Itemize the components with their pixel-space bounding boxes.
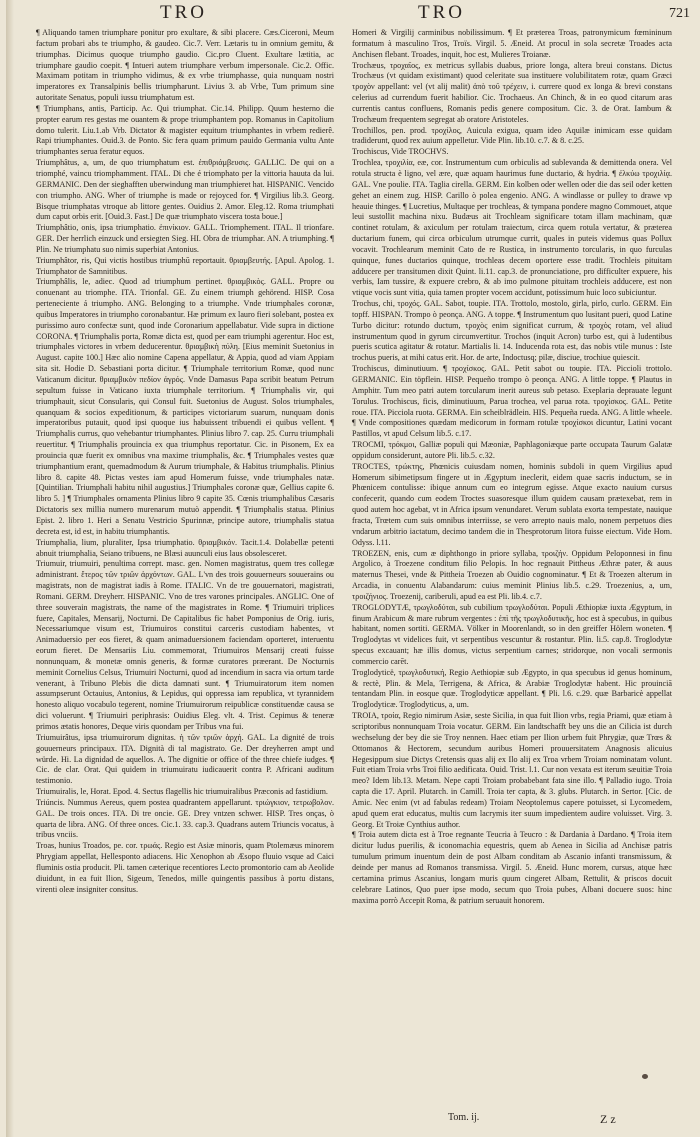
- page-number: 721: [669, 6, 690, 21]
- dictionary-entry: Triumphâlis, le, adiec. Quod ad triumphum pertinet. θριαμβικὸς. GALL. Propre ou conuenant au triomphe. ITA. Trionfal. GE. Zu einem triumph gehörend. HISP. Cosa perteneciente á triumpho. ANG. Belonging to a triumphe. Vnde triumphales coronæ, quibus Imperatores in triumpho coronabantur. Hæ primum ex lauro fieri solebant, postea ex purissimo auro confectæ sunt, quod inde Coronarium appellabatur. Vide supra in dictione CORONA. ¶ Triumphalis porta, Romæ dicta est, quod per eam triumphi agerentur. Hoc est, triumphales victores in vrbem deducerentur. θριαμβικὴ πύλη. [Eius meminit Suetonius in August. capite 100.] Hæc alio nomine Capena appellatur, & Appia, quod ad viam Appiam sita sit. Hodie D. Sebastiani porta dicitur. ¶ Triumphale territorium Romæ, quod nunc Vaticanum dicitur. θριαμβικὸν πεδίον ἀγρός. Vnde Damasus Papa scribit beatum Petrum sepultum fuisse in Vaticano iuxta triumphale territorium. ¶ Triumphalis vir, qui triumphauit, sicut Consularis, qui Consul fuit. Suetonius de August. Solos triumphales, quanquam & socios expeditionum, & participes victoriarum suarum, nunquam donis imperatoribus putauit, quod ipsi quoque ius habuissent tribuendi ei quibus vellent. ¶ Triumphalis currus, quo vehebantur triumphantes. Plinius libro 7. cap. 25. Curru triumphali reuertitur. ¶ Triumphalis prouincia ex qua triumphus reportatur. Cic. in Pisonem, Ex ea prouincia quæ fuerit ex omnibus vna maxime triumphalis, &c. ¶ Triumphales vestes quæ triumphantium erant, quemadmodum & Aurum triumphale, & Habitus triumphalis. Plinius libro 8. capite 48. Pictas vestes iam apud Homerum fuisse, vnde triumphales natæ. [Quintilian. Triumphali habitu nihil augustius.] Triumphales coronæ quæ, Gellius capite 6. libro 5. ] ¶ Triumphales ornamenta Plinius libro 9 capite 35. Cœnis triumphalibus Cæsaris Dictatoris sex millia numero murenarum mutuò appendit. ¶ Triumphalis statua. Plinius Epist. 2. libro 1. Heri a Senatu Vestricio Spurinnæ, principe autore, triumphalis statua decreta est, id est, in habitu triumphantis.: [36, 277, 334, 536]
- dictionary-entry: Trochæus, τροχαῖος, ex metricus syllabis duabus, priore longa, altera breui constans. Dictus Trochæus (vt quidam existimant) quod celeritate sua instituere volubilitatem rotæ, quam Græci τροχὸν appellant: vel (vt alij malit) ἀπὸ τοῦ τρέχειν, i. currere quod ex longa & brevi constans celerius ad currendum fuerit habilior. Cic. Trochaeus. An Chinch, & in eo quod citarum aras currentis cantus confluens, Romanis pedis genere compositum. Cic. 3. de Orat. Iambum & Trochæum frequentem segregat ab oratore Aristoteles.: [352, 60, 672, 124]
- volume-label: Tom. ij.: [448, 1112, 480, 1123]
- ink-blot: [642, 1074, 648, 1079]
- dictionary-entry: Triumuir, triumuiri, penultima corrept. masc. gen. Nomen magistratus, quem tres collegæ administrant. ἕτερος τῶν τριῶν ἀρχόντων. GAL. L'vn des trois gouuerneurs souuerains ou magistrats, non de magistrat iadis à Rome. ITALIC. Vn de tre gouuernatori, magistrati, Romani. GERM. Dreyherr. HISPANIC. Vno de tres varones principales. ANGLIC. One of three souverain magistrats, the name of the magistrates in Rome. ¶ Triumuiri triplices fuere, Capitales, Mensarij, Nocturni. De Capitalibus fic habet Pomponius de Orig. iuris, Necessariumque visum est, Triumuiros constitui carceris custodiam habentes, vt Animaduersio per eos fieret, & quam animaduersionem faciendam oporteret, interuentu eorum fieret. De Mensariis Liu. commemorat, Triumuiros Mensarij creati fuisse nonnunquam, & monetæ omnis generis, & formæ curatores præerant. De Nocturnis meminit Cornelius Celsus, Triumuiri Nocturni, quod ad incendium in sacra via ortum tarde venerant, à Tribuno Plebis die dicta damnati sunt. ¶ Triumuiratorum item nomen assumpserunt Octauius, Antonius, & Lepidus, qui oppressa iam republica, vt tyrannidem honesto aliquo vocabulo tegerent, nomine Triumuirorum reipublicæ constituendæ causa se dici voluerunt. ¶ Triumuiri periphrasis: Ouidius Eleg. vlt. 4. Trist. Cepimus & teneræ primos ætatis honores, Deque viris quondam per Tribus vna fui.: [36, 559, 334, 731]
- dictionary-entry: ¶ Aliquando tamen triumphare ponitur pro exultare, & sibi placere. Cæs.Ciceroni, Meum factum probari abs te triumpho, & gaudeo. Cic.7. Verr. Lætaris tu in omnium gemitu, & triumphas. Dicimus quoque triumpho gaudio. Cic.pro Cluent. Exultare lætitia, ac triumphare gaudio coepit. ¶ Intueri autem triumphare verbum impersonale. Cic.2. Offic. Maximam potitam in triumpho vidimus, & ex vrbe triumphasse, quia nunquam nostri imperatores ex Transalpinis bellis triumpharunt. Livius 3. ab Vrbe, Tum primum sine autoritate Senatus, populi iussu triumphatum est.: [36, 28, 334, 103]
- dictionary-entry: Triumphalia, lium, pluraliter, Ipsa triumphatio. θριαμβικόν. Tacit.1.4. Dolabellæ petenti abnuit triumphalia, Seiano tribuens, ne Blæsi auunculi eius laus obsolesceret.: [36, 537, 334, 558]
- dictionary-entry: Troas, hunius Troados, pe. cor. τρωάς. Regio est Asiæ minoris, quam Ptolemæus minorem Phrygiam appellat, Hellesponto adiacens. Hic Xenophon ab Æsopo fluuio vsque ad Caici fluminis ostia producit. Pli. tamen cæterique recentiores Lecto promontorio cam ab Aeolide diuidunt, in ea fuit Ilion, Sigeum, Tenedos, mille quingentis passibus à portu distans, virenti oleæ insigniter consitus.: [36, 841, 334, 894]
- running-head-right: TRO: [418, 2, 465, 23]
- page-edge-shadow: [6, 0, 14, 1137]
- dictionary-entry: Homeri & Virgilij carminibus nobilissimum. ¶ Et præterea Troas, patronymicum fœmininum formatum à masculino Tros, Troïs. Virgil. 5. Æneid. At procul in sola secretæ Troades acta Anchisen flebant. Troades, inquit, hoc est, Mulieres Troianæ.: [352, 28, 672, 59]
- dictionary-entry: Triumuirâtus, ipsa triumuirorum dignitas. ἡ τῶν τριῶν ἀρχή. GAL. La dignité de trois gouuerneurs principaux. ITA. Dignità di tal magistrato. Ge. Der dreyherren ampt und würde. Hi. La dignidad de aquellos. A. The dignitie or office of the three chiefe iudges. ¶ Cic. de clar. Orat. Qui quidem in triumuiratu iudicauerit contra P. Africani auditum testimonio.: [36, 732, 334, 786]
- dictionary-entry: Triúncis. Nummus Aereus, quem postea quadrantem appellarunt. τριώγκιον, τετρωβολον. GAL. De trois onces. ITA. Di tre oncie. GE. Drey vntzen schwer. HISP. Tres onças, ò quarta de libra. ANG. Of three onces. Cic.1. 33. cap.3. Quadrans autem Triuncis vocatus, à tribus vnciis.: [36, 797, 334, 840]
- dictionary-entry: TROCTES, τρώκτης, Phœnicis cuiusdam nomen, hominis subdoli in quem Virgilius apud Homerum sibimetipsum fingere ut in Ægyptum ineclerit, eidem quae sacris inductum, se in Phœnicem contulisse: ibique annum cum eo integrum egisse. Atque exacto nauium cursus confecerit, quando cum eodem Troctes suasoresque illum quidem causam prætexebat, rem in quod autem hoc agebat, vt in Africa ipsum venundaret. Verum sublata exorta tempestate, nauique fracta, Trœtem cum suis omnibus interriisse, se vero arrepto nauis malo, nonem perpetuos dies vndarum arbitrio iactatum, decimo tandem die in Thesprotorum litora fuisse eiectum. Vide Hom. Odyss. l.11.: [352, 461, 672, 547]
- dictionary-entry: Triumphâtio, onis, ipsa triumphatio. ἐπινίκιον. GALL. Triomphement. ITAL. Il trionfare. GER. Der herrlich einzuck und ersiegten Sieg. HI. Obra de triumphar. AN. A triumphing. ¶ Plin. Ne triumphatu suo nimis superbiat Antonius.: [36, 223, 334, 254]
- dictionary-entry: TROIA, τροία, Regio nimirum Asiæ, seste Sicilia, in qua fuit Ilion vrbs, regia Priami, quæ etiam à scriptoribus nonnunquam Troia vocatur. GERM. Ein landtschafft bey uns die an Cilicia ist durch wechselung der bey die sie Troy nennen. Haec etiam per Ilion urbem fuit Phrygiæ, quæ Trœs & Ottomanos & Hectorem, secundum auribus Homeri prouuersitatem Anagnosis alicuius Hegesippum siue Dictys Cretensis quas alij ex Ilo alij ex Troa vrbem Troiam nominatam volunt. Fuit etiam Troia vrbs Troi filio aedificata. Ouid. Trist. l.1. Cur non vexata est iterum sæuitiæ Troia meo? Idem lib.13. Metam. Nepe capti Troiam probabebant fata sine illo. ¶ Palladio iugo. Troia capta die 17. April. Plutarch. in Camill. Troia ter capta, & 3. glubs. Plutarch. in Sertor. [Cic. de Amic. Nec enim (vt ad fabulas redeam) Troiam Neoptolemus capere potuisset, si Lycomedem, apud quem erat educatus, multis cum lacrymis iter suum impedientem audire voluisset. Virg. 3. Georg. Et Troiæ Cynthius author.: [352, 711, 672, 829]
- dictionary-entry: TROCMI, τρόκμοι, Galliæ populi qui Mæoniæ, Paphlagoniæque parte occupata Taurum Galatæ oppidum considerunt, autore Pli. lib.5. c.32.: [352, 440, 672, 460]
- dictionary-entry: Trochus, chi, τροχός. GAL. Sabot, toupie. ITA. Trottolo, mostolo, girla, pirlo, curlo. GERM. Ein topff. HISPAN. Trompo ò peonça. ANG. A toppe. ¶ Instrumentum quo lusitant pueri, quod Latine Turbo dicitur: rotundo ductum, τροχὸς enim significat currum, & τροχὸς rotam, vel aliud instrumentum quod in gyrum circumvertitur. Trochos (inquit Acron) turbo est, qui à ludentibus pueris scutica agitatur & rotatur. Martialis li. 14. Inducenda rota est, das nobis vtile munus : Iste trochus pueris, at mihi catus erit. Hor. de arte, Indoctusq; pilæ, disciue, trochiue quiescit.: [352, 299, 672, 363]
- dictionary-entry: Troglodyticë, τρωγλοδυτική, Regio Aethiopiæ sub Ægypto, in qua specubus id genus hominum, & rectè, Plin. & Mela, Terrigena, & Africa, & Arabiæ Troglodytæ habent. Hic prouinciā tentandam Plin. in eosque quæ. Troglodyticæ appellant. ¶ Pli. l.6. c.29. quæ Barbaricè appellat Troglodyticæ. Troglodyticus, a, um.: [352, 667, 672, 710]
- dictionary-entry: TROGLODYTÆ, τρωγλοδύται, sub cubilium τρωγλοδύται. Populi Æthiopiæ iuxta Ægyptum, in finum Arabicum & mare rubrum vergentes : ἐπὶ τῆς τρωγλοδυτικῆς, hoc est à specubus, in quibus habitant, nomen sortiti. GERMA. Völker in Moorenlandt, so in den greiffer Hölern woneten. ¶ Troglodytas vt videlices fuit, vt serpentibus vescuntur & rostantur. Plin. li.5. cap.8. Troglodytæ specus excauant; hæ illis domus, victus serpentium carnes; stridorque, non vocali sermonis commercio carēt.: [352, 602, 672, 666]
- dictionary-entry: Triumphâtor, ris, Qui victis hostibus triumphū reportauit. θριαμβευτής. [Apul. Apolog. 1. Triumphator de Samnitibus.: [36, 255, 334, 276]
- right-column: [352, 28, 672, 1108]
- dictionary-entry: Trochiscus, Vide TROCHVS.: [352, 147, 449, 157]
- dictionary-entry: Trochlea, τροχιλία, eæ, cor. Instrumentum cum orbiculis ad sublevanda & demittenda onera. Vel rotula structa è ligno, vel ære, quæ aquam haurimus fune ductario, & hydria. ¶ ἐλκύω τροχιλίᾳ. GAL. Vne poulie. ITA. Taglia cirella. GERM. Ein kolben oder wellen oder die das seil oder ketten gehet an einem zug. HISP. Carillo ò polea engenio. ANG. A windlasse or pulley to drawe vp heauie thinges. ¶ Lucretius, Multaque per trochleas, & tympana pondere magno Commouet, atque leui sustollit machina nixu. Budæus ait Trochleam significare totam illam machinam, quæ continet rotulam, & axiculum per rotulam traiectum, circa quem rotula vertatur, & præterea ductarium funem, qui circa orbiculum utrumque currit, quales in puteis videmus quas Pollux vocavit. Trochlearum meminit Cato de re Rustica, in instrumento torcularis, in quo furculas quinque, funes ductarios quinque, trochleas decem oportere esse tradit. Trochleis pituitam adducere per transitumen dixit Quint. li.11. cap.3. de pronunciatione, pro difficulter expuere, his verbis, Iam tussire, & expuere crebro, & ab imo pulmone pituitam trochleis adducere, est non vtique vocis sunt vitia, quia tamen propter vocem accidunt, potissimum huic loco subiciuntur.: [352, 158, 672, 298]
- dictionary-entry: Triumuiralis, le, Horat. Epod. 4. Sectus flagellis hic triumuiralibus Præconis ad fastidium.: [36, 787, 328, 797]
- dictionary-entry: Trochiscus, diminutiuum. ¶ τροχίσκος. GAL. Petit sabot ou toupie. ITA. Piccioli trottolo. GERMANIC. Ein töpflein. HISP. Pequeño trompo ò peonça. ANG. A little toppe. ¶ Plautus in Amphitr. Tum meo patri autem torcularum inerit aureus sub petaso. Exeplaria deprauate legunt Torulus. Trochiscus, ficis, diminutiuum, Parua trochea, vel parua rota. τροχίσκος. GAL. Petite roue. ITA. Picciola ruota. GERMA. Ein scheiblrädlein. HIS. Pequeña rueda. ANG. A little wheele. ¶ Vnde compositiones quædam medicorum in formam rotulæ τροχίσκοι dicuntur, Latini vocant Pastillos, vt apud Celsum lib.5. c.17.: [352, 364, 672, 439]
- dictionary-entry: Triumphâtus, a, um, de quo triumphatum est. ἐπιθριάμβευσις. GALLIC. De qui on a triomphé, vaincu triomphamment. ITAL. Di che é triomphato per la vittoria hauuta da lui. GERMANIC. Den der sieghafften uberwindung man triumphieret hat. HISPANIC. Vencido con triumpho. ANG. Wher of triumphe is made or rejoyced for. ¶ Virgilius lib.3. Georg. Bisque triumphatas vtroque ab littore gentes. Ouidius 2. Amor. Eleg.12. Roma triumphati dum caput orbis erit. [Ouid.3. Fast.] De quæ triumphato viscera tosta boue.]: [36, 158, 334, 222]
- dictionary-entry: TROEZEN, enis, cum æ diphthongo in priore syllaba, τροιζήν. Oppidum Peloponnesi in finu Argolico, à Troezene conditum filio Pelopis. In hoc regnauit Pittheus Æthræ pater, & auus maternus Thesei, vnde & Pittheia Troezen ab Ouidio cognominatur. ¶ Et & Troezen alterum in Arcadia, in conuentu Alabandarum: cuius meminit Plinius lib.5. c.29. Troezenius, a, um, τροιζήνιος. Troezenij, cariberuli, apud ea est Pli. lib.4. c.7.: [352, 548, 672, 601]
- left-column: [36, 28, 334, 1108]
- running-head-left: TRO: [160, 2, 207, 23]
- dictionary-entry: ¶ Troia autem dicta est à Troe regnante Teucria à Teucro : & Dardania à Dardano. ¶ Troia item dicitur ludus puerilis, & iconomachia equestris, quem ab Aenea in Sicilia ad Anchisæ patris tumulum primum inuentum dein de post Albam conditam ab Ascanio infanti transmissum, & deinde per manus ad Romanos transmissa. Virgil. 5. Æneid. Hunc morem, cursus, atque hæc certamina primus Ascanius, longam muris quum cingeret Albam, Rettulit, & priscos docuit celebrare Latinos, Quo puer ipse modo, secum quo Troia pubes, Albani docuere suos: hinc maxima porrò Accepit Roma, & patrium seruauit honorem.: [352, 830, 672, 905]
- signature-mark: Z z: [600, 1112, 616, 1126]
- dictionary-entry: Trochillos, pen. prod. τροχίλος, Auicula exigua, quam ideo Aquilæ inimicam esse quidam tradiderunt, quod rex auium appelletur. Vide Plin. lib.10. c.7. & 8. c.25.: [352, 125, 672, 146]
- dictionary-entry: ¶ Triumphans, antis, Particip. Ac. Qui triumphat. Cic.14. Philipp. Quum hesterno die propter earum res gestas me ouantem & prope triumphantem pop. Romanus in Capitolium domo tulerit. Liu.1.ab Vrb. Dictator & magister equitum triumphantes in vrbem redierê. Rapi triumphantes. Ouid.3. de Ponto. Sic fera quam primum pauido Germania vultu Ante triumphantes serua feratur equos.: [36, 103, 334, 157]
